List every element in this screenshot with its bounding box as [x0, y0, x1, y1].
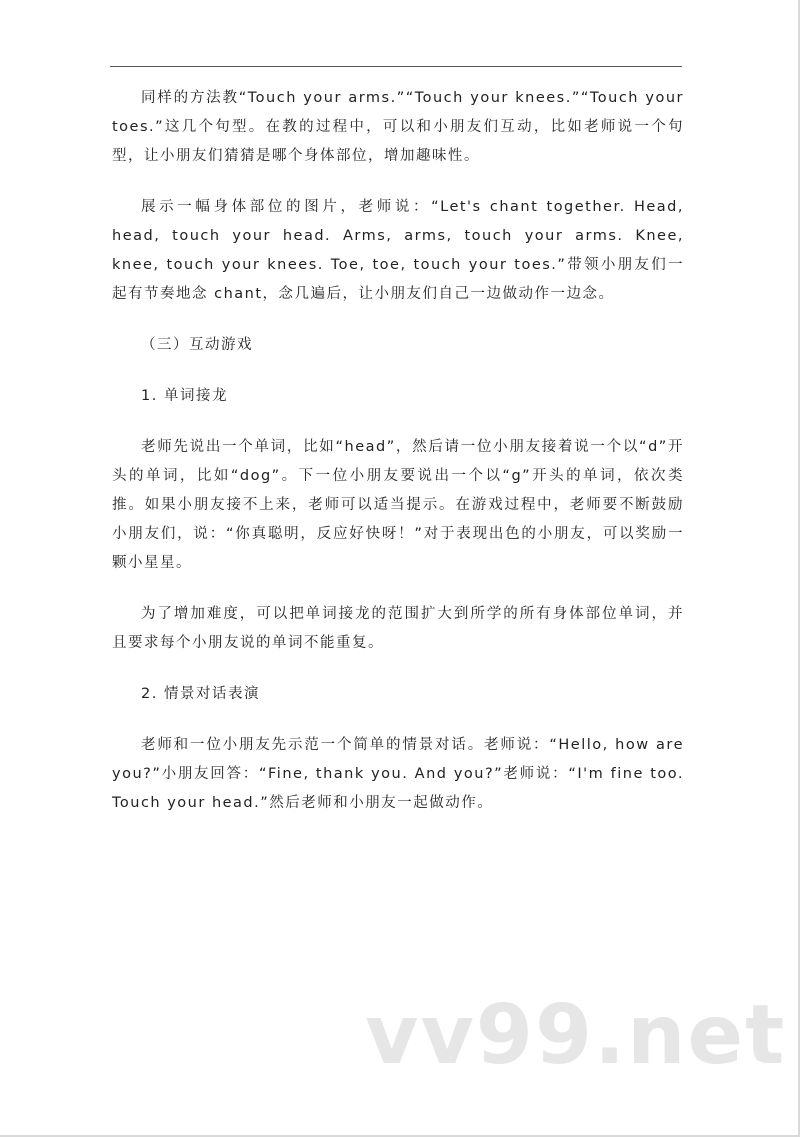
subsection-heading-dialogue: 2. 情景对话表演	[141, 686, 260, 702]
document-body	[112, 84, 684, 818]
paragraph-chant: 展示一幅身体部位的图片，老师说：“Let's chant together. Head, head, touch your head. Arms, arms, touch your arms. Knee, knee, touch your knees. Toe, toe, touch your toes.”带领小朋友们一起有节奏地念 chant，念几遍后，让小朋友们自己一边做动作一边念。	[112, 199, 684, 302]
section-heading-interactive-games: （三）互动游戏	[141, 337, 253, 353]
header-rule	[110, 66, 682, 67]
watermark: vv99.net	[365, 988, 787, 1083]
paragraph-dialogue-demo: 老师和一位小朋友先示范一个简单的情景对话。老师说：“Hello, how are you?”小朋友回答：“Fine, thank you. And you?”老师说：“I'm fine too. Touch your head.”然后老师和小朋友一起做动作。	[112, 737, 684, 811]
paragraph-word-chain-rules: 老师先说出一个单词，比如“head”，然后请一位小朋友接着说一个以“d”开头的单词，比如“dog”。下一位小朋友要说出一个以“g”开头的单词，依次类推。如果小朋友接不上来，老师可以适当提示。在游戏过程中，老师要不断鼓励小朋友们，说：“你真聪明，反应好快呀！”对于表现出色的小朋友，可以奖励一颗小星星。	[112, 439, 684, 571]
subsection-heading-word-chain: 1. 单词接龙	[141, 388, 228, 404]
paragraph-word-chain-difficulty: 为了增加难度，可以把单词接龙的范围扩大到所学的所有身体部位单词，并且要求每个小朋友说的单词不能重复。	[112, 606, 684, 651]
paragraph-touch-sentences: 同样的方法教“Touch your arms.”“Touch your knees.”“Touch your toes.”这几个句型。在教的过程中，可以和小朋友们互动，比如老师说一个句型，让小朋友们猜猜是哪个身体部位，增加趣味性。	[112, 90, 684, 164]
